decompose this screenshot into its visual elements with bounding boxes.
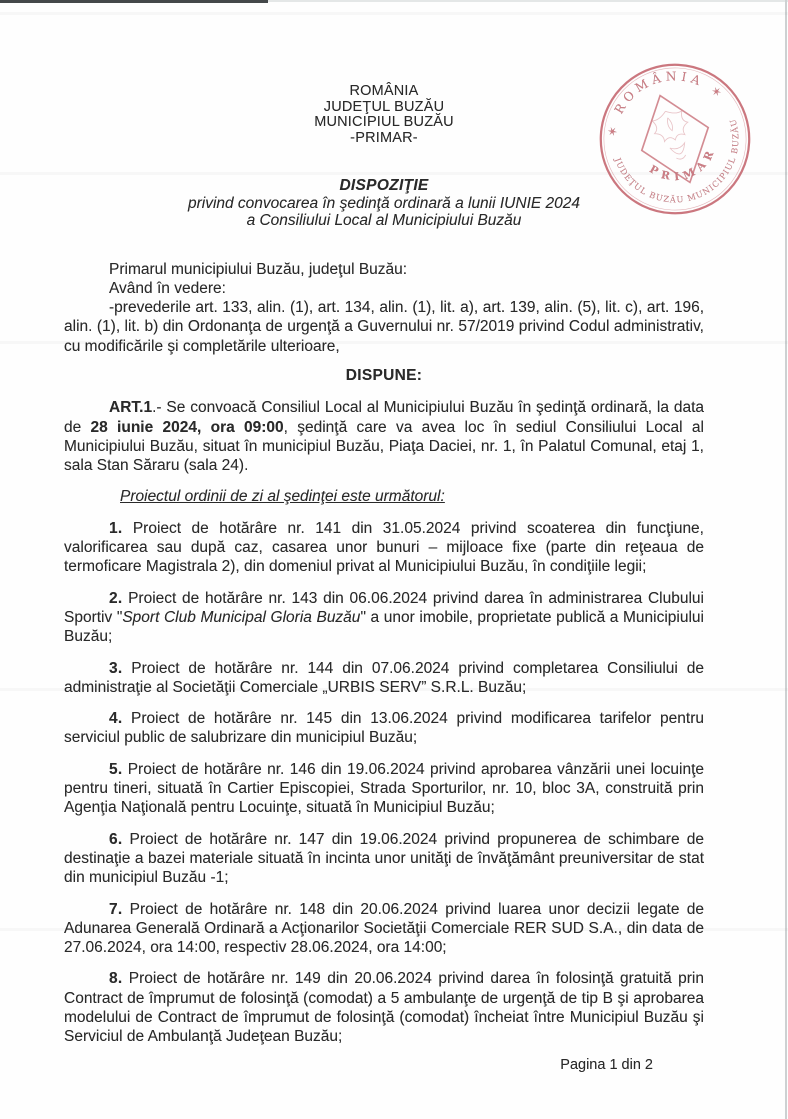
article-1-text: .- Se convoacă Consiliul Local al Municipiului Buzău în şedinţă ordinară, la data de: [64, 399, 704, 436]
intro-line-having: Având în vedere:: [109, 279, 226, 297]
scan-artifact-right-edge: [785, 0, 787, 1119]
agenda-item-number: 5.: [109, 760, 123, 778]
agenda-item-text: Proiect de hotărâre nr. 144 din 07.06.2024 privind completarea Consiliului de administraţie al Societăţii Comerciale „URBIS SERV” S.R.L. Buzău;: [64, 659, 704, 696]
scan-streak: [0, 12, 788, 15]
agenda-item-1: [64, 519, 704, 577]
intro-line-issuer: Primarul municipiului Buzău, judeţul Buzău:: [109, 260, 408, 278]
header-office: -PRIMAR-: [350, 129, 418, 146]
agenda-item-3: [64, 659, 704, 698]
article-1-text-cont: , şedinţă care va avea loc în sediul Consiliului Local al Municipiului Buzău, situat în municipiul Buzău, Piaţa Daciei, nr. 1, în Palatul Comunal, etaj 1, sala Stan Săraru (sala 24).: [64, 418, 704, 475]
agenda-heading-text: Proiectul ordinii de zi al şedinţei este următorul:: [120, 488, 445, 506]
agenda-item-number: 3.: [109, 659, 123, 677]
intro-legal-basis: -prevederile art. 133, alin. (1), art. 134, alin. (1), lit. a), art. 139, alin. (5), lit. c), art. 196, alin. (1), lit. b) din Ordonanţa de urgenţă a Guvernului nr. 57/2019 privind Codul administrativ, cu modificările şi completările ulterioare,: [64, 299, 704, 355]
scan-artifact-top-edge-faint: [268, 0, 788, 2]
article-1-paragraph: [64, 398, 704, 475]
agenda-item-text: Proiect de hotărâre nr. 143 din 06.06.2024 privind darea în administrarea Clubului Sportiv ": [64, 589, 704, 626]
page-number: Pagina 1 din 2: [560, 1056, 653, 1073]
agenda-item-7: [64, 900, 704, 958]
agenda-heading: [64, 487, 704, 506]
title-block: [64, 177, 704, 230]
institution-header: [64, 84, 704, 146]
document-subtitle-line2: a Consiliului Local al Municipiului Buzău: [246, 212, 522, 229]
agenda-item-number: 7.: [109, 900, 123, 918]
header-municipality: MUNICIPIUL BUZĂU: [314, 114, 454, 130]
seal-ring-text: JUDEŢUL BUZĂU MUNICIPIUL BUZĂU: [612, 117, 741, 205]
header-country: ROMÂNIA: [349, 83, 419, 99]
article-1-date: 28 iunie 2024, ora 09:00: [90, 418, 284, 436]
article-1-label: ART.1: [109, 399, 153, 417]
agenda-item-4: [64, 709, 704, 748]
agenda-item-text: Proiect de hotărâre nr. 145 din 13.06.2024 privind modificarea tarifelor pentru serviciul public de salubrizare din municipiul Buzău;: [64, 710, 704, 747]
document-subtitle-line1: privind convocarea în şedinţă ordinară a lunii IUNIE 2024: [187, 194, 581, 212]
agenda-item-8: [64, 969, 704, 1046]
agenda-item-text-post: " a unor imobile, proprietate publică a Municipiului Buzău;: [64, 608, 704, 646]
agenda-item-number: 1.: [109, 519, 123, 537]
seal-office-text: PRIMAR: [647, 144, 719, 184]
scan-artifact-top-edge: [0, 0, 268, 3]
agenda-item-text: Proiect de hotărâre nr. 147 din 19.06.2024 privind propunerea de schimbare de destinaţie a bazei materiale situată în incinta unor unităţi de învăţământ preuniversitar de stat din municipiul Buzău -1;: [64, 830, 704, 887]
agenda-item-number: 2.: [109, 589, 123, 607]
agenda-item-2: [64, 589, 704, 647]
seal-country-text: ✶ ROMÂNIA ✶: [605, 69, 728, 138]
agenda-item-text: Proiect de hotărâre nr. 146 din 19.06.2024 privind aprobarea vânzării unei locuinţe pentru tineri, situată în Cartier Episcopiei, Strada Sporturilor, nr. 10, bloc 3A, construită prin Agenţia Naţională pentru Locuinţe, situată în Municipiul Buzău;: [64, 760, 704, 817]
header-county: JUDEŢUL BUZĂU: [323, 98, 445, 115]
agenda-item-italic: Sport Club Municipal Gloria Buzău: [122, 608, 361, 626]
agenda-item-5: [64, 760, 704, 818]
agenda-item-text: Proiect de hotărâre nr. 149 din 20.06.2024 privind darea în folosinţă gratuită prin Contract de împrumut de folosinţă (comodat) a 5 ambulanţe de urgenţă de tip B şi aprobarea modelului de Contract de împrumut de folosinţă (comodat) încheiat între Municipiul Buzău şi Serviciul de Ambulanţă Judeţean Buzău;: [64, 970, 704, 1046]
agenda-item-text: Proiect de hotărâre nr. 148 din 20.06.2024 privind luarea unor decizii legate de Adunarea Generală Ordinară a Acţionarilor Societăţii Comerciale RER SUD S.A., din data de 27.06.2024, ora 14:00, respectiv 28.06.2024, ora 14:00;: [64, 900, 704, 957]
document-title: DISPOZIŢIE: [339, 177, 429, 194]
agenda-item-number: 4.: [109, 710, 123, 728]
agenda-item-6: [64, 830, 704, 888]
agenda-item-number: 6.: [109, 830, 123, 848]
dispune-heading: DISPUNE:: [345, 366, 423, 384]
agenda-item-text: Proiect de hotărâre nr. 141 din 31.05.2024 privind scoaterea din funcţiune, valorificarea sau după caz, casarea unor bunuri – mijloace fixe (parte din reţeaua de termoficare Magistrala 2), din domeniul privat al Municipiului Buzău, în condiţiile legii;: [64, 519, 704, 576]
agenda-item-number: 8.: [109, 970, 123, 988]
